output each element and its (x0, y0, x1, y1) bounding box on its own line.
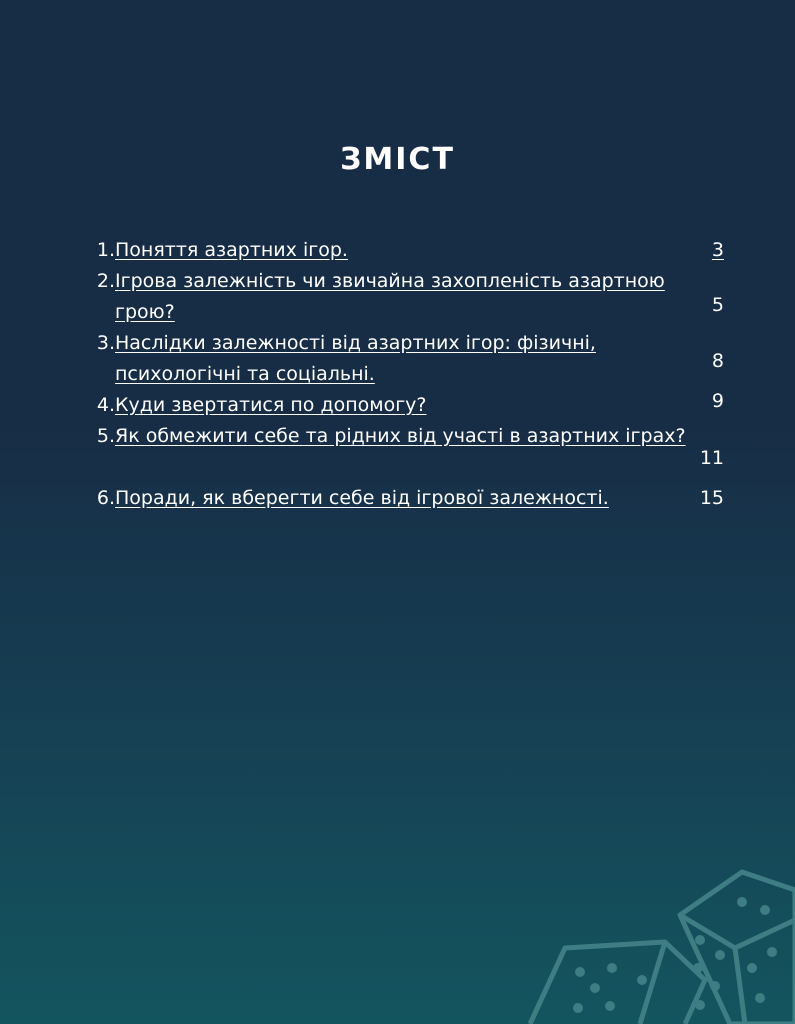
toc-item-number: 2. (96, 270, 115, 292)
toc-item-page[interactable]: 9 (711, 390, 724, 412)
toc-item-5[interactable] (92, 421, 732, 483)
toc-item-link[interactable]: Як обмежити себе та рідних від участі в азартних іграх? (115, 425, 686, 447)
toc-item-number: 5. (96, 425, 115, 447)
toc-item-3[interactable] (92, 328, 732, 390)
toc-item-page[interactable]: 3 (711, 239, 724, 261)
toc-item-number: 3. (96, 332, 115, 354)
toc-item-number: 6. (96, 487, 115, 509)
page-title: ЗМІСТ (340, 142, 455, 177)
toc-item-page[interactable]: 15 (699, 487, 724, 509)
toc-item-page[interactable]: 11 (699, 447, 724, 469)
toc-item-6[interactable] (92, 483, 732, 514)
toc-item-link[interactable]: Куди звертатися по допомогу? (115, 394, 427, 416)
toc-item-page[interactable]: 8 (711, 350, 724, 372)
toc-item-link[interactable]: Наслідки залежності від азартних ігор: фізичні, психологічні та соціальні. (115, 332, 596, 385)
toc-item-1[interactable] (92, 235, 732, 266)
toc-item-4[interactable] (92, 390, 732, 421)
toc-item-link[interactable]: Поради, як вберегти себе від ігрової залежності. (115, 487, 609, 509)
toc-item-page[interactable]: 5 (711, 294, 724, 316)
toc-item-link[interactable]: Ігрова залежність чи звичайна захопленість азартною грою? (115, 270, 665, 323)
toc-item-2[interactable] (92, 266, 732, 328)
toc-item-link[interactable]: Поняття азартних ігор. (115, 239, 348, 261)
toc-item-number: 4. (96, 394, 115, 416)
dice-icon (520, 860, 795, 1024)
toc-item-number: 1. (96, 239, 115, 261)
